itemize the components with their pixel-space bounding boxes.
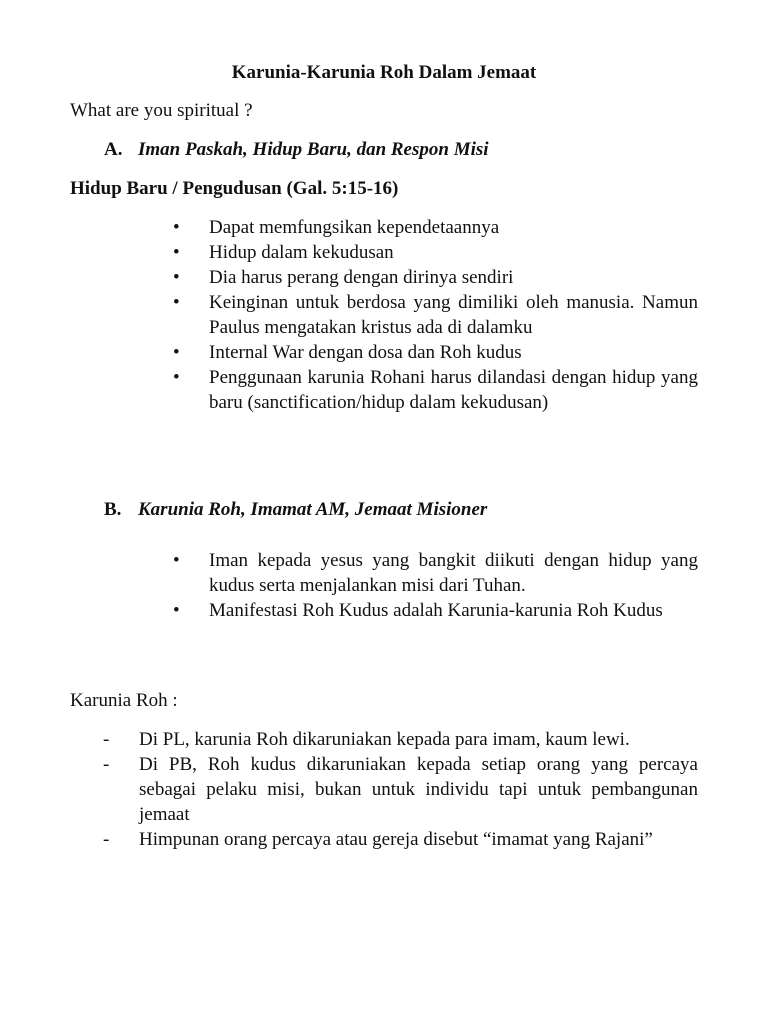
list-item-text: Dapat memfungsikan kependetaannya	[209, 217, 500, 238]
list-item	[173, 265, 698, 290]
section-a-title: Iman Paskah, Hidup Baru, dan Respon Misi	[138, 139, 489, 160]
list-item-text: Di PB, Roh kudus dikaruniakan kepada setiap orang yang percaya sebagai pelaku misi, bukan untuk individu tapi untuk pembangunan jemaat	[139, 754, 698, 825]
bullet-icon: •	[173, 367, 180, 388]
list-item	[173, 215, 698, 240]
dash-icon: -	[103, 729, 110, 750]
karunia-dash-list	[0, 727, 698, 852]
section-a-letter: A.	[104, 139, 123, 160]
list-item	[173, 598, 698, 623]
bullet-icon: •	[173, 600, 180, 621]
dash-icon: -	[103, 829, 110, 850]
list-item	[173, 365, 698, 415]
bullet-icon: •	[173, 267, 180, 288]
list-item-text: Manifestasi Roh Kudus adalah Karunia-karunia Roh Kudus	[209, 600, 663, 621]
list-item-text: Di PL, karunia Roh dikaruniakan kepada para imam, kaum lewi.	[139, 729, 630, 750]
bullet-icon: •	[173, 217, 180, 238]
section-b-heading	[104, 497, 487, 522]
list-item-text: Dia harus perang dengan dirinya sendiri	[209, 267, 514, 288]
list-item-text: Internal War dengan dosa dan Roh kudus	[209, 342, 522, 363]
section-b-letter: B.	[104, 499, 122, 520]
section-a-bullet-list	[0, 215, 698, 415]
list-item	[173, 290, 698, 340]
section-a-heading	[104, 137, 489, 162]
list-item-text: Himpunan orang percaya atau gereja disebut “imamat yang Rajani”	[139, 829, 653, 850]
bullet-icon: •	[173, 342, 180, 363]
list-item-text: Penggunaan karunia Rohani harus dilandasi dengan hidup yang baru (sanctification/hidup dalam kekudusan)	[209, 367, 698, 413]
list-item-text: Keinginan untuk berdosa yang dimiliki oleh manusia. Namun Paulus mengatakan kristus ada di dalamku	[209, 292, 698, 338]
list-item	[173, 240, 698, 265]
karunia-roh-label: Karunia Roh :	[70, 690, 178, 711]
list-item-text: Hidup dalam kekudusan	[209, 242, 394, 263]
list-item-text: Iman kepada yesus yang bangkit diikuti dengan hidup yang kudus serta menjalankan misi dari Tuhan.	[209, 550, 698, 596]
list-item	[103, 752, 698, 827]
bullet-icon: •	[173, 550, 180, 571]
list-item	[103, 727, 698, 752]
section-b-bullet-list	[0, 548, 698, 623]
bullet-icon: •	[173, 292, 180, 313]
document-title: Karunia-Karunia Roh Dalam Jemaat	[231, 62, 537, 83]
section-a-subheading: Hidup Baru / Pengudusan (Gal. 5:15-16)	[70, 178, 399, 199]
list-item	[173, 548, 698, 598]
bullet-icon: •	[173, 242, 180, 263]
dash-icon: -	[103, 754, 110, 775]
list-item	[103, 827, 698, 852]
section-b-title: Karunia Roh, Imamat AM, Jemaat Misioner	[138, 499, 488, 520]
intro-question: What are you spiritual ?	[70, 100, 253, 121]
list-item	[173, 340, 698, 365]
